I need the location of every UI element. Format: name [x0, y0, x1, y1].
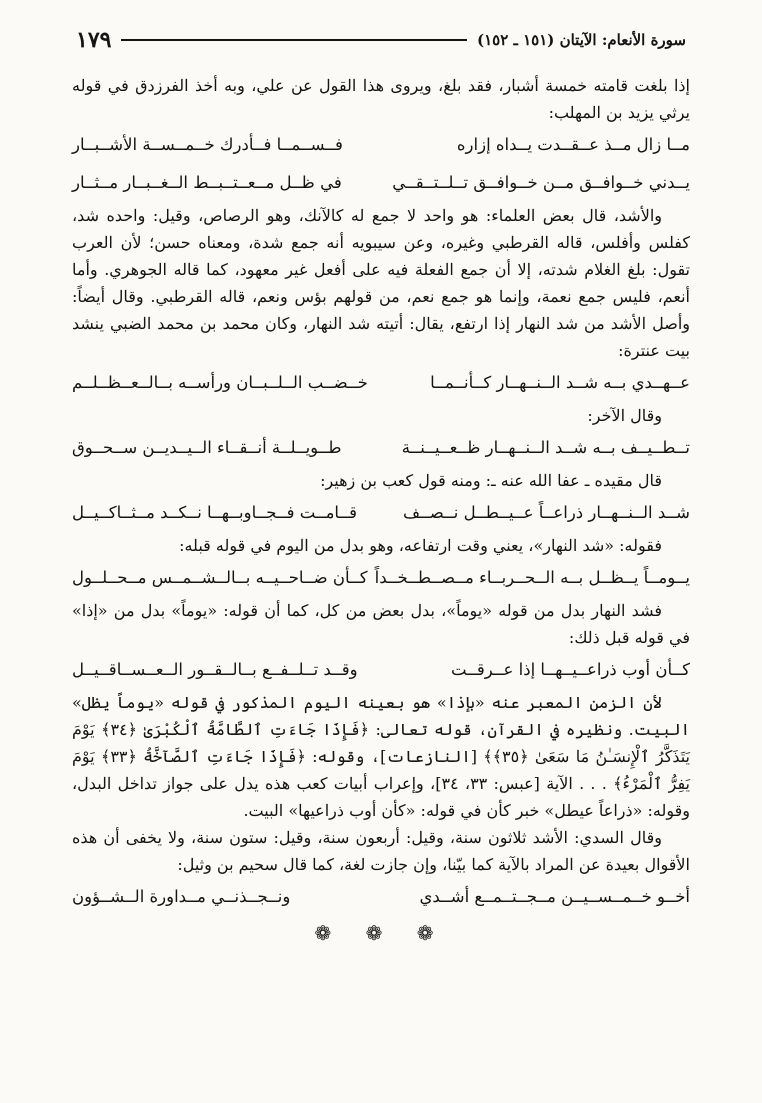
verse-second-hemistich: طــويــلــة أنــقــاء الــيــديــن ســحــوق [72, 438, 342, 457]
page-header [76, 24, 686, 56]
poem-verse [72, 559, 690, 597]
verse-second-hemistich: خــضــب الــلــبــان ورأســه بــالــعــظــلــم [72, 373, 368, 392]
poem-verse [72, 494, 690, 532]
paragraph: لأن الزمن المعبر عنه «بإذا» هو بعينه اليوم المذكور في قوله «يوماً يظل» البيت. ونظيره في القرآن، قوله تعالى: ﴿فَإِذَا جَاءَتِ ٱلطَّامَّةُ ٱلْكُبْرَىٰ ﴿٣٤﴾ يَوْمَ يَتَذَكَّرُ ٱلْإِنسَـٰنُ مَا سَعَىٰ ﴿٣٥﴾﴾ [النازعات]، وقوله: ﴿فَإِذَا جَاءَتِ ٱلصَّآخَّةُ ﴿٣٣﴾ يَوْمَ يَفِرُّ ٱلْمَرْءُ﴾ . . . الآية [عبس: ٣٣، ٣٤]، وإعراب أبيات كعب هذه يدل على جواز تداخل البدل، وقوله: «ذراعاً عيطل» خبر كأن في قوله: «كأن أوب ذراعيها» البيت. [72, 693, 691, 820]
paragraph: وقال السدي: الأشد ثلاثون سنة، وقيل: أربعون سنة، وقيل: ستون سنة، ولا يخفى أن هذه الأقوال بعيدة عن المراد بالآية كما بيّنا، وإن جازت لغة، كما قال سحيم بن وثيل: [72, 828, 690, 874]
verse-first-hemistich: كــأن أوب ذراعــيــهــا إذا عــرقــت [451, 660, 690, 679]
poem-verse [72, 878, 690, 916]
verse-first-hemistich: تــطــيــف بــه شــد الــنــهــار ظــعــيــنــة [401, 438, 690, 457]
paragraph: قال مقيده ـ عفا الله عنه ـ: ومنه قول كعب بن زهير: [320, 471, 662, 490]
paragraph: إذا بلغت قامته خمسة أشبار، فقد بلغ، ويروى هذا القول عن علي، وبه أخذ الفرزدق في قوله يرثي يزيد بن المهلب: [72, 76, 690, 122]
verse-second-hemistich: فــســمــا فــأدرك خــمــســة الأشــبــار [72, 135, 343, 154]
section-end-ornament: ❁ ❁ ❁ [314, 921, 448, 945]
running-title: سورة الأنعام: الآيتان (١٥١ ـ ١٥٢) [476, 31, 686, 49]
poem-verse [72, 126, 690, 164]
verse-first-hemistich: شــد الــنــهــار ذراعــاً عــيــطــل نــصــف [403, 503, 690, 522]
verse-first-hemistich: عــهــدي بــه شــد الــنــهــار كــأنــمــا [430, 373, 690, 392]
verse-second-hemistich: كــأن ضــاحــيــه بــالــشــمــس مــحــلــول [72, 568, 368, 587]
paragraph: فشد النهار بدل من قوله «يوماً»، بدل بعض من كل، كما أن قوله: «يوماً» بدل من «إذا» في قوله قبل ذلك: [72, 601, 690, 647]
verse-second-hemistich: ونــجــذنــي مــداورة الــشــؤون [72, 887, 291, 906]
paragraph: وقال الآخر: [587, 406, 662, 425]
paragraph: فقوله: «شد النهار»، يعني وقت ارتفاعه، وهو بدل من اليوم في قوله قبله: [179, 536, 662, 555]
poem-verse [72, 429, 690, 467]
verse-second-hemistich: وقــد تــلــفــع بــالــقــور الــعــســاقــيــل [72, 660, 358, 679]
paragraph: والأشد، قال بعض العلماء: هو واحد لا جمع له كالآنك، وهو الرصاص، وقيل: واحده شد، كفلس وأفلس، قاله القرطبي وغيره، وعن سيبويه أنه جمع شدة، ومعناه حسن؛ لأن العرب تقول: بلغ الغلام شدته، إلا أن جمع الفعلة فيه على أفعل غير معهود، كما قاله الجوهري. وأما أنعم، فليس جمع نعمة، وإنما هو جمع نعم، من قولهم بؤس ونعم، قاله القرطبي. وقال أيضاً: وأصل الأشد من شد النهار إذا ارتفع، يقال: أتيته شد النهار، وكان محمد بن محمد الضبي ينشد بيت عنترة: [72, 206, 690, 360]
verse-second-hemistich: قــامــت فــجــاوبــهــا نــكــد مــثــاكــيــل [72, 503, 358, 522]
page-number: ١٧٩ [76, 27, 112, 53]
verse-first-hemistich: يــومــاً يــظــل بــه الــحــربــاء مــصــطــخــداً [374, 568, 690, 587]
poem-verse [72, 164, 690, 202]
poem-verse [72, 651, 690, 689]
poem-verse [72, 364, 690, 402]
verse-second-hemistich: في ظــل مــعــتــبــط الــغــبــار مــثــار [72, 173, 342, 192]
page-body [72, 72, 690, 950]
header-rule [121, 39, 467, 41]
verse-first-hemistich: أخــو خــمــســيــن مــجــتــمــع أشــدي [419, 887, 690, 906]
verse-first-hemistich: مــا زال مــذ عــقــدت يــداه إزاره [456, 135, 690, 154]
verse-first-hemistich: يــدني خــوافــق مــن خــوافــق تــلــتــقــي [392, 173, 690, 192]
